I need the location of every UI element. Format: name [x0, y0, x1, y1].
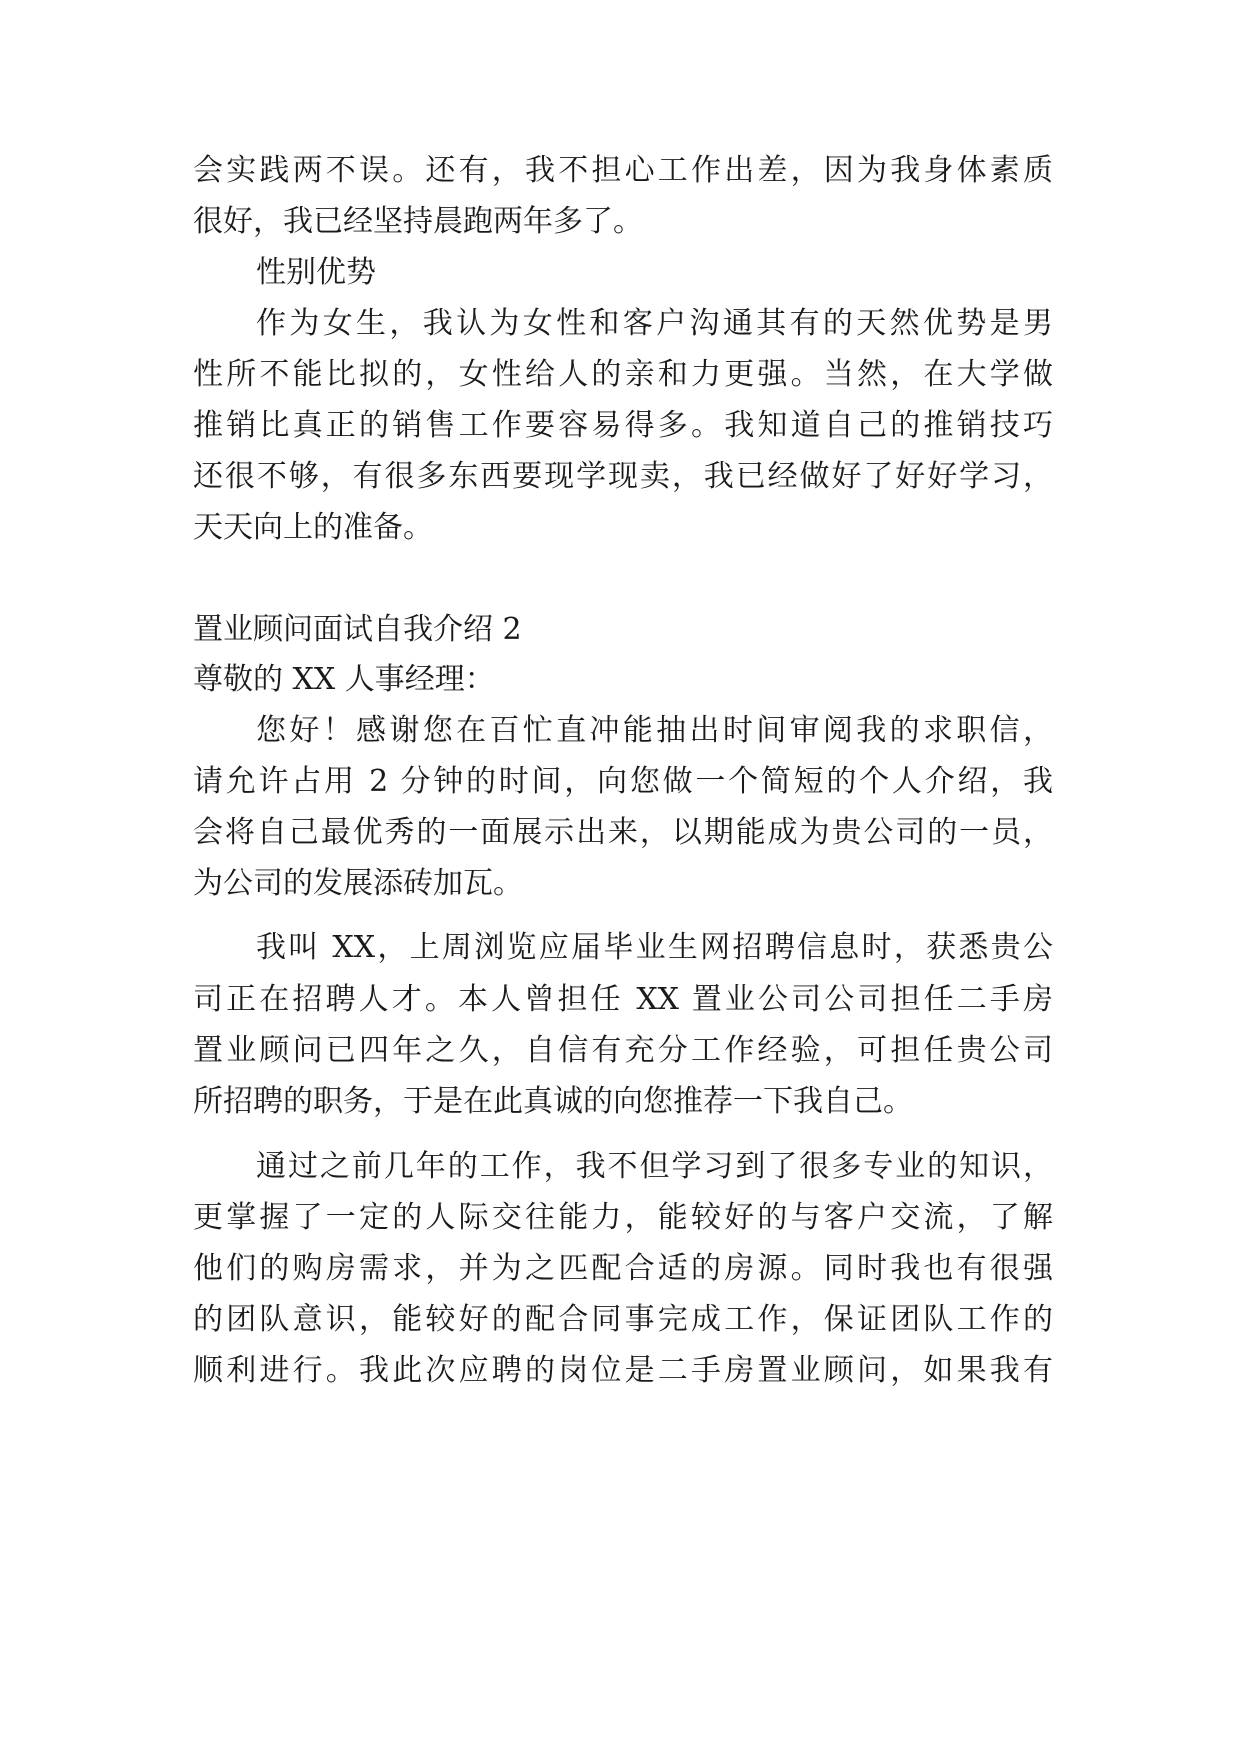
salutation: 尊敬的 XX 人事经理： — [193, 662, 495, 697]
paragraph-line: 置业顾问已四年之久，自信有充分工作经验，可担任贵公司 — [193, 1033, 1053, 1068]
paragraph-line: 天天向上的准备。 — [193, 510, 433, 545]
paragraph-line: 他们的购房需求，并为之匹配合适的房源。同时我也有很强 — [193, 1251, 1053, 1286]
paragraph-line: 性所不能比拟的，女性给人的亲和力更强。当然，在大学做 — [193, 357, 1053, 392]
paragraph-line: 的团队意识，能较好的配合同事完成工作，保证团队工作的 — [193, 1302, 1053, 1337]
paragraph-line: 为公司的发展添砖加瓦。 — [193, 866, 523, 901]
paragraph-line: 通过之前几年的工作，我不但学习到了很多专业的知识， — [256, 1149, 1053, 1184]
paragraph-line: 还很不够，有很多东西要现学现卖，我已经做好了好好学习， — [193, 459, 1053, 494]
paragraph-line: 作为女生，我认为女性和客户沟通其有的天然优势是男 — [256, 306, 1053, 341]
paragraph-line: 会将自己最优秀的一面展示出来，以期能成为贵公司的一员， — [193, 815, 1053, 850]
paragraph-line: 您好！感谢您在百忙直冲能抽出时间审阅我的求职信， — [256, 713, 1053, 748]
paragraph-line: 我叫 XX，上周浏览应届毕业生网招聘信息时，获悉贵公 — [256, 930, 1053, 965]
paragraph-line: 司正在招聘人才。本人曾担任 XX 置业公司公司担任二手房 — [193, 982, 1053, 1017]
document-title: 置业顾问面试自我介绍 2 — [193, 612, 522, 647]
paragraph-line: 所招聘的职务，于是在此真诚的向您推荐一下我自己。 — [193, 1084, 913, 1119]
paragraph-line: 顺利进行。我此次应聘的岗位是二手房置业顾问，如果我有 — [193, 1353, 1053, 1388]
paragraph-line: 会实践两不误。还有，我不担心工作出差，因为我身体素质 — [193, 153, 1053, 188]
paragraph-line: 请允许占用 2 分钟的时间，向您做一个简短的个人介绍，我 — [193, 764, 1053, 799]
paragraph-line: 很好，我已经坚持晨跑两年多了。 — [193, 204, 643, 239]
section-heading: 性别优势 — [256, 255, 376, 290]
paragraph-line: 更掌握了一定的人际交往能力，能较好的与客户交流，了解 — [193, 1200, 1053, 1235]
paragraph-line: 推销比真正的销售工作要容易得多。我知道自己的推销技巧 — [193, 408, 1053, 443]
